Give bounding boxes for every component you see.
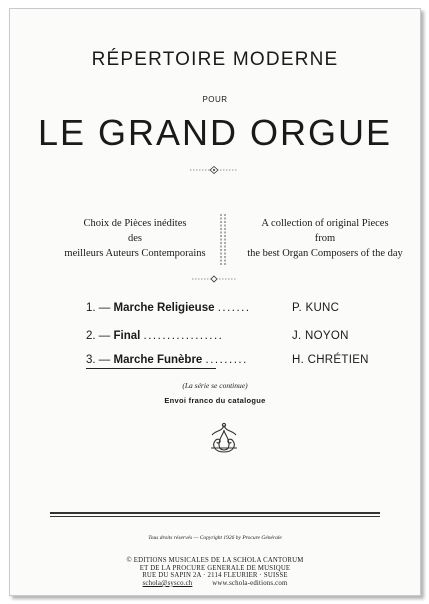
piece-composer: J. NOYON xyxy=(292,330,349,342)
english-line-1: A collection of original Pieces xyxy=(261,218,389,229)
series-note: (La série se continue) xyxy=(182,381,248,390)
copyright-notice: Tous droits réservés — Copyright 1926 by Procure Générale xyxy=(148,535,282,541)
publisher-block xyxy=(10,557,420,587)
footer-rule-thick xyxy=(50,512,380,514)
publisher-line-3: RUE DU SAPIN 2A · 2114 FLEURIER · SUISSE xyxy=(142,572,288,580)
publisher-line-2: ET DE LA PROCURE GENERALE DE MUSIQUE xyxy=(139,564,291,572)
footer-rule-thin xyxy=(50,516,380,517)
piece-title: Marche Religieuse xyxy=(113,302,215,314)
header-grand-orgue: LE GRAND ORGUE xyxy=(37,112,393,153)
description-french xyxy=(50,216,220,261)
ornament-divider-icon xyxy=(190,166,238,174)
publisher-email-link[interactable]: schola@sysco.ch xyxy=(142,579,193,587)
french-line-3: meilleurs Auteurs Contemporains xyxy=(64,248,206,259)
publisher-website[interactable]: www.schola-editions.com xyxy=(212,579,288,587)
piece-number: 3. — xyxy=(86,354,111,366)
piece-leader-dots: ......... xyxy=(205,354,248,366)
piece-title: Marche Funèbre xyxy=(113,354,203,366)
selected-piece-underline xyxy=(86,368,216,369)
ornament-divider-small-icon xyxy=(192,275,236,283)
piece-composer: H. CHRÉTIEN xyxy=(292,354,369,366)
column-separator-icon xyxy=(217,214,229,266)
piece-composer: P. KUNC xyxy=(292,302,340,314)
list-item xyxy=(86,354,248,366)
piece-leader-dots: ................. xyxy=(143,330,224,342)
publisher-contact xyxy=(10,580,420,588)
header-pour: POUR xyxy=(202,95,228,104)
piece-title: Final xyxy=(113,330,141,342)
publisher-line-1: © EDITIONS MUSICALES DE LA SCHOLA CANTORUM xyxy=(126,557,304,564)
english-line-3: the best Organ Composers of the day xyxy=(247,248,403,259)
french-line-2: des xyxy=(128,233,142,244)
english-line-2: from xyxy=(314,233,336,244)
piece-leader-dots: ....... xyxy=(217,302,251,314)
list-item xyxy=(86,330,223,342)
french-line-1: Choix de Pièces inédites xyxy=(83,218,187,229)
title-page xyxy=(9,8,421,596)
piece-number: 1. — xyxy=(86,302,111,314)
description-english xyxy=(235,216,415,261)
piece-number: 2. — xyxy=(86,330,111,342)
list-item xyxy=(86,302,251,314)
publisher-emblem-icon xyxy=(206,421,242,455)
header-repertoire: RÉPERTOIRE MODERNE xyxy=(91,49,339,70)
catalogue-note: Envoi franco du catalogue xyxy=(164,396,266,405)
